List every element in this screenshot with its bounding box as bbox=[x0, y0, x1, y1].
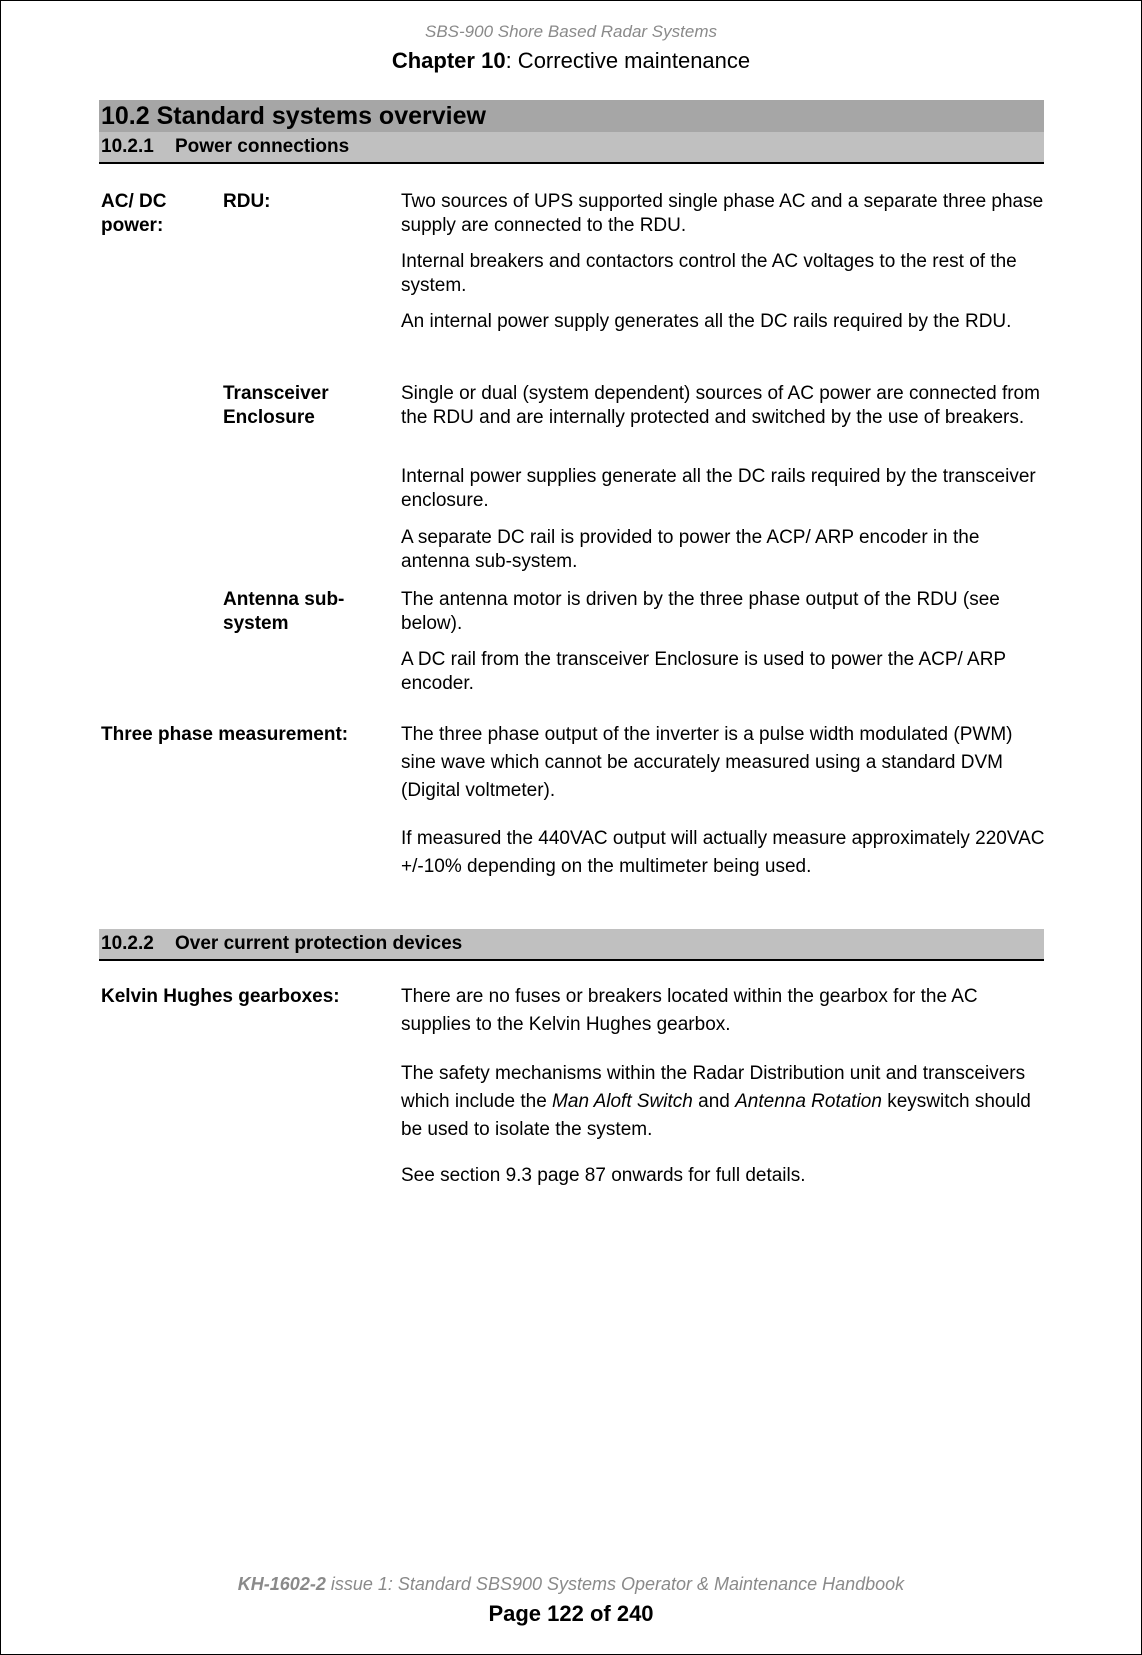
subsection-title: Over current protection devices bbox=[175, 933, 463, 954]
label-line: Antenna sub- bbox=[223, 589, 345, 610]
label-line: AC/ DC bbox=[101, 191, 167, 212]
paragraph: Two sources of UPS supported single phase AC and a separate three phase supply are connected to the RDU. bbox=[401, 191, 1044, 236]
document-code: KH-1602-2 bbox=[237, 1574, 326, 1594]
chapter-title: : Corrective maintenance bbox=[505, 48, 751, 73]
paragraph: Single or dual (system dependent) sources of AC power are connected from the RDU and are internally protected and switched by the use of breakers. bbox=[401, 383, 1040, 428]
paragraph: There are no fuses or breakers located within the gearbox for the AC supplies to the Kelvin Hughes gearbox. bbox=[401, 986, 978, 1035]
paragraph: An internal power supply generates all the DC rails required by the RDU. bbox=[401, 311, 1012, 332]
label-line: Transceiver bbox=[223, 383, 329, 404]
subsection-number: 10.2.2 bbox=[101, 933, 154, 954]
label-line: power: bbox=[101, 215, 164, 236]
subsection-number: 10.2.1 bbox=[101, 136, 154, 157]
transceiver-enclosure-label bbox=[223, 382, 329, 430]
paragraph: A DC rail from the transceiver Enclosure is used to power the ACP/ ARP encoder. bbox=[401, 649, 1006, 694]
label-line: Enclosure bbox=[223, 407, 315, 428]
subsection-heading-power bbox=[99, 132, 1044, 164]
label-line: system bbox=[223, 613, 289, 634]
three-phase-label: Three phase measurement: bbox=[101, 724, 349, 745]
subsection-title: Power connections bbox=[175, 136, 350, 157]
text-span: The safety mechanisms within the Radar Distribution unit and transceivers which include the bbox=[401, 1063, 1026, 1112]
paragraph: A separate DC rail is provided to power the ACP/ ARP encoder in the antenna sub-system. bbox=[401, 527, 980, 572]
document-title: issue 1: Standard SBS900 Systems Operator & Maintenance Handbook bbox=[325, 1574, 905, 1594]
page-number: Page 122 of 240 bbox=[488, 1601, 654, 1626]
paragraph: The three phase output of the inverter is a pulse width modulated (PWM) sine wave which cannot be accurately measured using a standard DVM (Digital voltmeter). bbox=[401, 724, 1013, 801]
chapter-label: Chapter 10 bbox=[391, 48, 506, 73]
rdu-label: RDU: bbox=[223, 191, 271, 212]
text-span: keyswitch should be used to isolate the system. bbox=[401, 1091, 1031, 1140]
running-header: SBS-900 Shore Based Radar Systems bbox=[425, 22, 717, 41]
antenna-subsystem-label bbox=[223, 588, 344, 636]
chapter-heading bbox=[0, 48, 1142, 74]
paragraph bbox=[401, 1060, 1046, 1144]
ac-dc-power-label bbox=[101, 190, 166, 238]
paragraph: Internal power supplies generate all the DC rails required by the transceiver enclosure. bbox=[401, 466, 1036, 511]
paragraph: Internal breakers and contactors control the AC voltages to the rest of the system. bbox=[401, 251, 1017, 296]
emphasis-man-aloft-switch: Man Aloft Switch bbox=[552, 1091, 693, 1112]
paragraph: The antenna motor is driven by the three phase output of the RDU (see below). bbox=[401, 589, 1000, 634]
emphasis-antenna-rotation: Antenna Rotation bbox=[735, 1091, 882, 1112]
footer-document-title bbox=[0, 1574, 1142, 1595]
paragraph: See section 9.3 page 87 onwards for full details. bbox=[401, 1165, 806, 1186]
text-span: and bbox=[692, 1091, 736, 1112]
subsection-heading-overcurrent bbox=[99, 929, 1044, 961]
kelvin-hughes-label: Kelvin Hughes gearboxes: bbox=[101, 986, 340, 1007]
paragraph: If measured the 440VAC output will actually measure approximately 220VAC +/-10% depending on the multimeter being used. bbox=[401, 828, 1045, 877]
section-heading: 10.2 Standard systems overview bbox=[99, 100, 1044, 132]
